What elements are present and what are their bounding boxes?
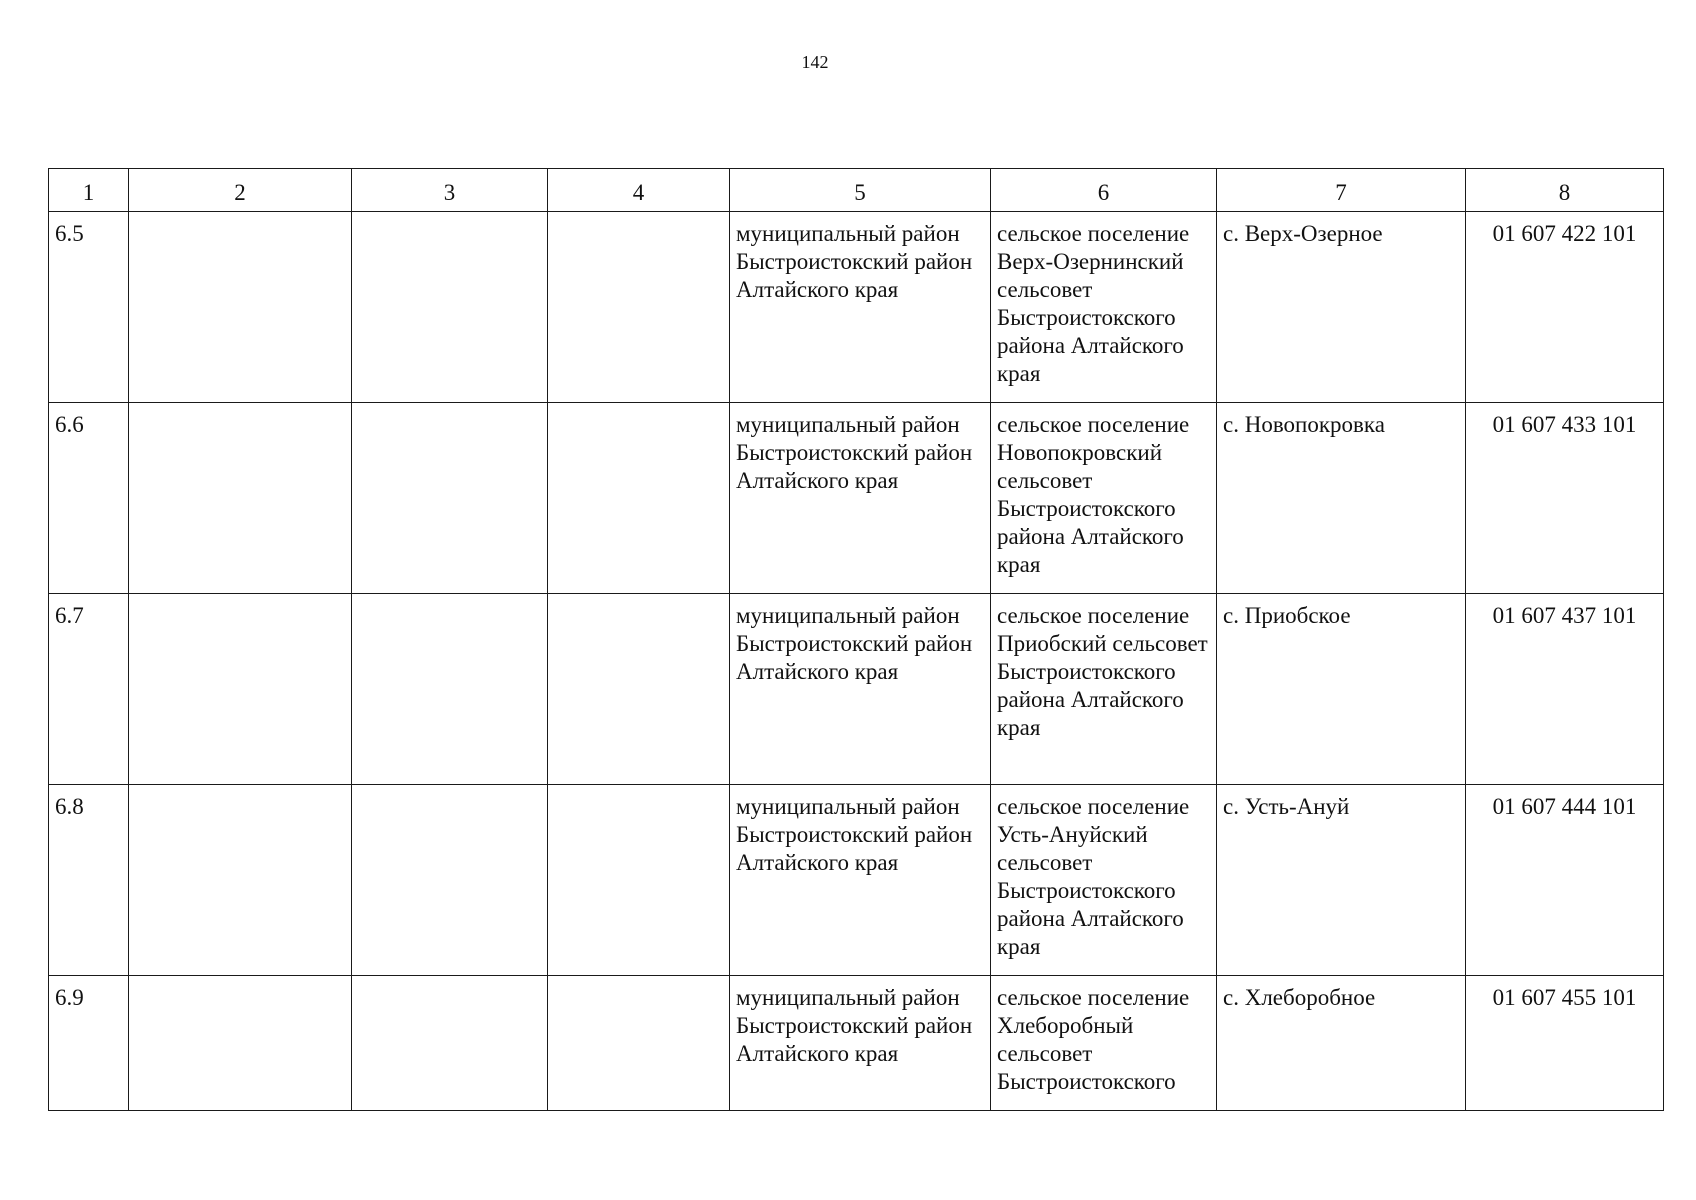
settlement-cell: сельское поселение Приобский сельсовет Быстроистокского района Алтайского края — [991, 594, 1217, 785]
header-col-5: 5 — [730, 169, 991, 212]
empty-cell-col-3 — [352, 212, 548, 403]
header-col-7: 7 — [1217, 169, 1466, 212]
table-header-row — [49, 169, 1664, 212]
locality-cell: с. Верх-Озерное — [1217, 212, 1466, 403]
locality-cell: с. Усть-Ануй — [1217, 785, 1466, 976]
table-row — [49, 403, 1664, 594]
municipal-district-cell: муниципальный район Быстроистокский район Алтайского края — [730, 785, 991, 976]
empty-cell-col-4 — [548, 976, 730, 1111]
table-row — [49, 785, 1664, 976]
locality-cell: с. Хлеборобное — [1217, 976, 1466, 1111]
empty-cell-col-3 — [352, 594, 548, 785]
header-col-6: 6 — [991, 169, 1217, 212]
page-number: 142 — [801, 52, 829, 72]
settlement-cell: сельское поселение Усть-Ануйский сельсовет Быстроистокского района Алтайского края — [991, 785, 1217, 976]
row-number-cell: 6.7 — [49, 594, 129, 785]
empty-cell-col-2 — [129, 212, 352, 403]
empty-cell-col-4 — [548, 212, 730, 403]
document-table — [48, 168, 1664, 1111]
header-col-4: 4 — [548, 169, 730, 212]
empty-cell-col-4 — [548, 785, 730, 976]
table-row — [49, 212, 1664, 403]
row-number-cell: 6.5 — [49, 212, 129, 403]
code-cell: 01 607 444 101 — [1466, 785, 1664, 976]
settlement-cell: сельское поселение Хлеборобный сельсовет Быстроистокского — [991, 976, 1217, 1111]
empty-cell-col-3 — [352, 403, 548, 594]
municipal-district-cell: муниципальный район Быстроистокский район Алтайского края — [730, 403, 991, 594]
table-row — [49, 594, 1664, 785]
locality-cell: с. Приобское — [1217, 594, 1466, 785]
code-cell: 01 607 437 101 — [1466, 594, 1664, 785]
row-number-cell: 6.8 — [49, 785, 129, 976]
empty-cell-col-4 — [548, 403, 730, 594]
municipal-district-cell: муниципальный район Быстроистокский район Алтайского края — [730, 594, 991, 785]
row-number-cell: 6.6 — [49, 403, 129, 594]
header-col-1: 1 — [49, 169, 129, 212]
header-col-3: 3 — [352, 169, 548, 212]
empty-cell-col-2 — [129, 976, 352, 1111]
empty-cell-col-2 — [129, 594, 352, 785]
settlement-cell: сельское поселение Верх-Озернинский сельсовет Быстроистокского района Алтайского края — [991, 212, 1217, 403]
municipal-district-cell: муниципальный район Быстроистокский район Алтайского края — [730, 976, 991, 1111]
empty-cell-col-3 — [352, 976, 548, 1111]
header-col-8: 8 — [1466, 169, 1664, 212]
header-col-2: 2 — [129, 169, 352, 212]
settlement-cell: сельское поселение Новопокровский сельсовет Быстроистокского района Алтайского края — [991, 403, 1217, 594]
code-cell: 01 607 455 101 — [1466, 976, 1664, 1111]
table-row — [49, 976, 1664, 1111]
locality-cell: с. Новопокровка — [1217, 403, 1466, 594]
empty-cell-col-2 — [129, 403, 352, 594]
row-number-cell: 6.9 — [49, 976, 129, 1111]
code-cell: 01 607 422 101 — [1466, 212, 1664, 403]
empty-cell-col-3 — [352, 785, 548, 976]
empty-cell-col-4 — [548, 594, 730, 785]
municipal-district-cell: муниципальный район Быстроистокский район Алтайского края — [730, 212, 991, 403]
code-cell: 01 607 433 101 — [1466, 403, 1664, 594]
empty-cell-col-2 — [129, 785, 352, 976]
